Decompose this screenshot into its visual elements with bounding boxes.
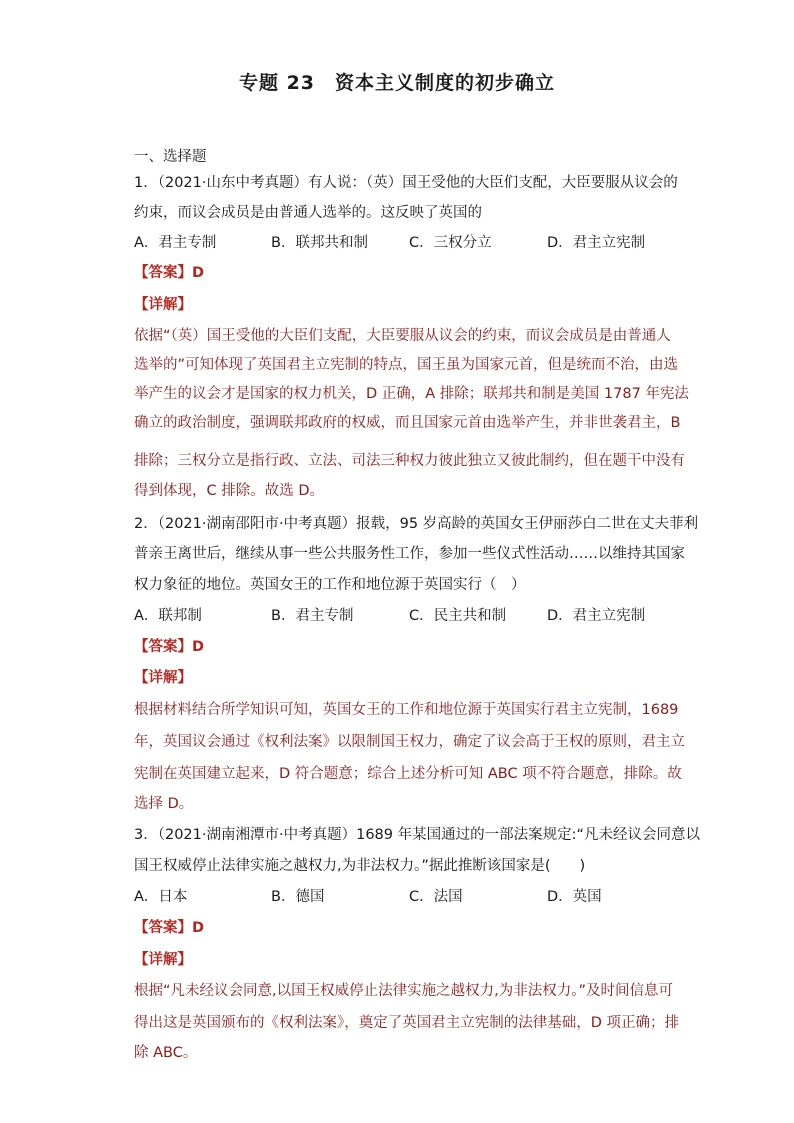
q2-stem-line-1: 2．（2021·湖南邵阳市·中考真题）报载，95 岁高龄的英国女王伊丽莎白二世在丈夫菲利 (134, 516, 699, 532)
q2-stem-line-2: 普亲王离世后，继续从事一些公共服务性工作，参加一些仪式性活动……以维持其国家 (134, 546, 685, 562)
q2-options (134, 606, 674, 626)
q2-option-b: B．君主专制 (271, 608, 354, 624)
q3-explanation-line-3: 除 ABC。 (134, 1045, 198, 1061)
q2-explanation-line-4: 选择 D。 (134, 796, 194, 812)
q1-stem-line-2: 约束，而议会成员是由普通人选举的。这反映了英国的 (134, 205, 482, 221)
q3-stem-line-1: 3．（2021·湖南湘潭市·中考真题）1689 年某国通过的一部法案规定:“凡未经议会同意以 (134, 827, 700, 843)
q1-explanation-line-2: 选举的”可知体现了英国君主立宪制的特点，国王虽为国家元首，但是统而不治，由选 (134, 357, 679, 373)
q1-option-c: C．三权分立 (409, 235, 492, 251)
q3-detail-label: 【详解】 (134, 952, 192, 968)
q3-option-c: C．法国 (409, 889, 463, 905)
q2-explanation-line-2: 年，英国议会通过《权利法案》以限制国王权力，确定了议会高于王权的原则，君主立 (134, 734, 685, 750)
q3-options (134, 887, 674, 907)
q3-answer: 【答案】D (134, 920, 205, 936)
q2-option-d: D．君主立宪制 (547, 608, 646, 624)
q1-option-d: D．君主立宪制 (547, 235, 646, 251)
q2-explanation-line-3: 宪制在英国建立起来，D 符合题意；综合上述分析可知 ABC 项不符合题意，排除。故 (134, 766, 682, 782)
q3-option-b: B．德国 (271, 889, 325, 905)
q1-explanation-line-5: 排除；三权分立是指行政、立法、司法三种权力彼此独立又彼此制约，但在题干中没有 (134, 453, 685, 469)
q3-explanation-line-2: 得出这是英国颁布的《权利法案》，奠定了英国君主立宪制的法律基础，D 项正确；排 (134, 1015, 680, 1031)
q2-detail-label: 【详解】 (134, 670, 192, 686)
q1-options (134, 233, 674, 253)
q2-explanation-line-1: 根据材料结合所学知识可知，英国女王的工作和地位源于英国实行君主立宪制，1689 (134, 702, 679, 718)
q3-explanation-line-1: 根据“凡未经议会同意,以国王权威停止法律实施之越权力,为非法权力。”及时间信息可 (134, 983, 673, 999)
q1-stem-line-1: 1．（2021·山东中考真题）有人说：（英）国王受他的大臣们支配，大臣要服从议会的 (134, 175, 678, 191)
q3-option-a: A．日本 (134, 889, 188, 905)
q2-option-a: A．联邦制 (134, 608, 202, 624)
q1-detail-label: 【详解】 (134, 297, 192, 313)
q1-explanation-line-1: 依据“（英）国王受他的大臣们支配，大臣要服从议会的约束，而议会成员是由普通人 (134, 328, 671, 344)
q2-stem-line-3: 权力象征的地位。英国女王的工作和地位源于英国实行（ ） (134, 577, 526, 593)
q2-option-c: C．民主共和制 (409, 608, 507, 624)
q1-explanation-line-6: 得到体现，C 排除。故选 D。 (134, 483, 325, 499)
q1-answer: 【答案】D (134, 265, 205, 281)
page-title: 专题 23 资本主义制度的初步确立 (238, 72, 556, 94)
q3-option-d: D．英国 (547, 889, 602, 905)
q1-option-a: A．君主专制 (134, 235, 217, 251)
section-heading: 一、选择题 (134, 149, 207, 165)
q1-option-b: B．联邦共和制 (271, 235, 368, 251)
q1-explanation-line-4: 确立的政治制度，强调联邦政府的权威，而且国家元首由选举产生，并非世袭君主，B (134, 415, 681, 431)
q2-answer: 【答案】D (134, 639, 205, 655)
q1-explanation-line-3: 举产生的议会才是国家的权力机关，D 正确，A 排除；联邦共和制是美国 1787 年宪法 (134, 386, 689, 402)
q3-stem-line-2: 国王权威停止法律实施之越权力,为非法权力。”据此推断该国家是( ) (134, 858, 586, 874)
